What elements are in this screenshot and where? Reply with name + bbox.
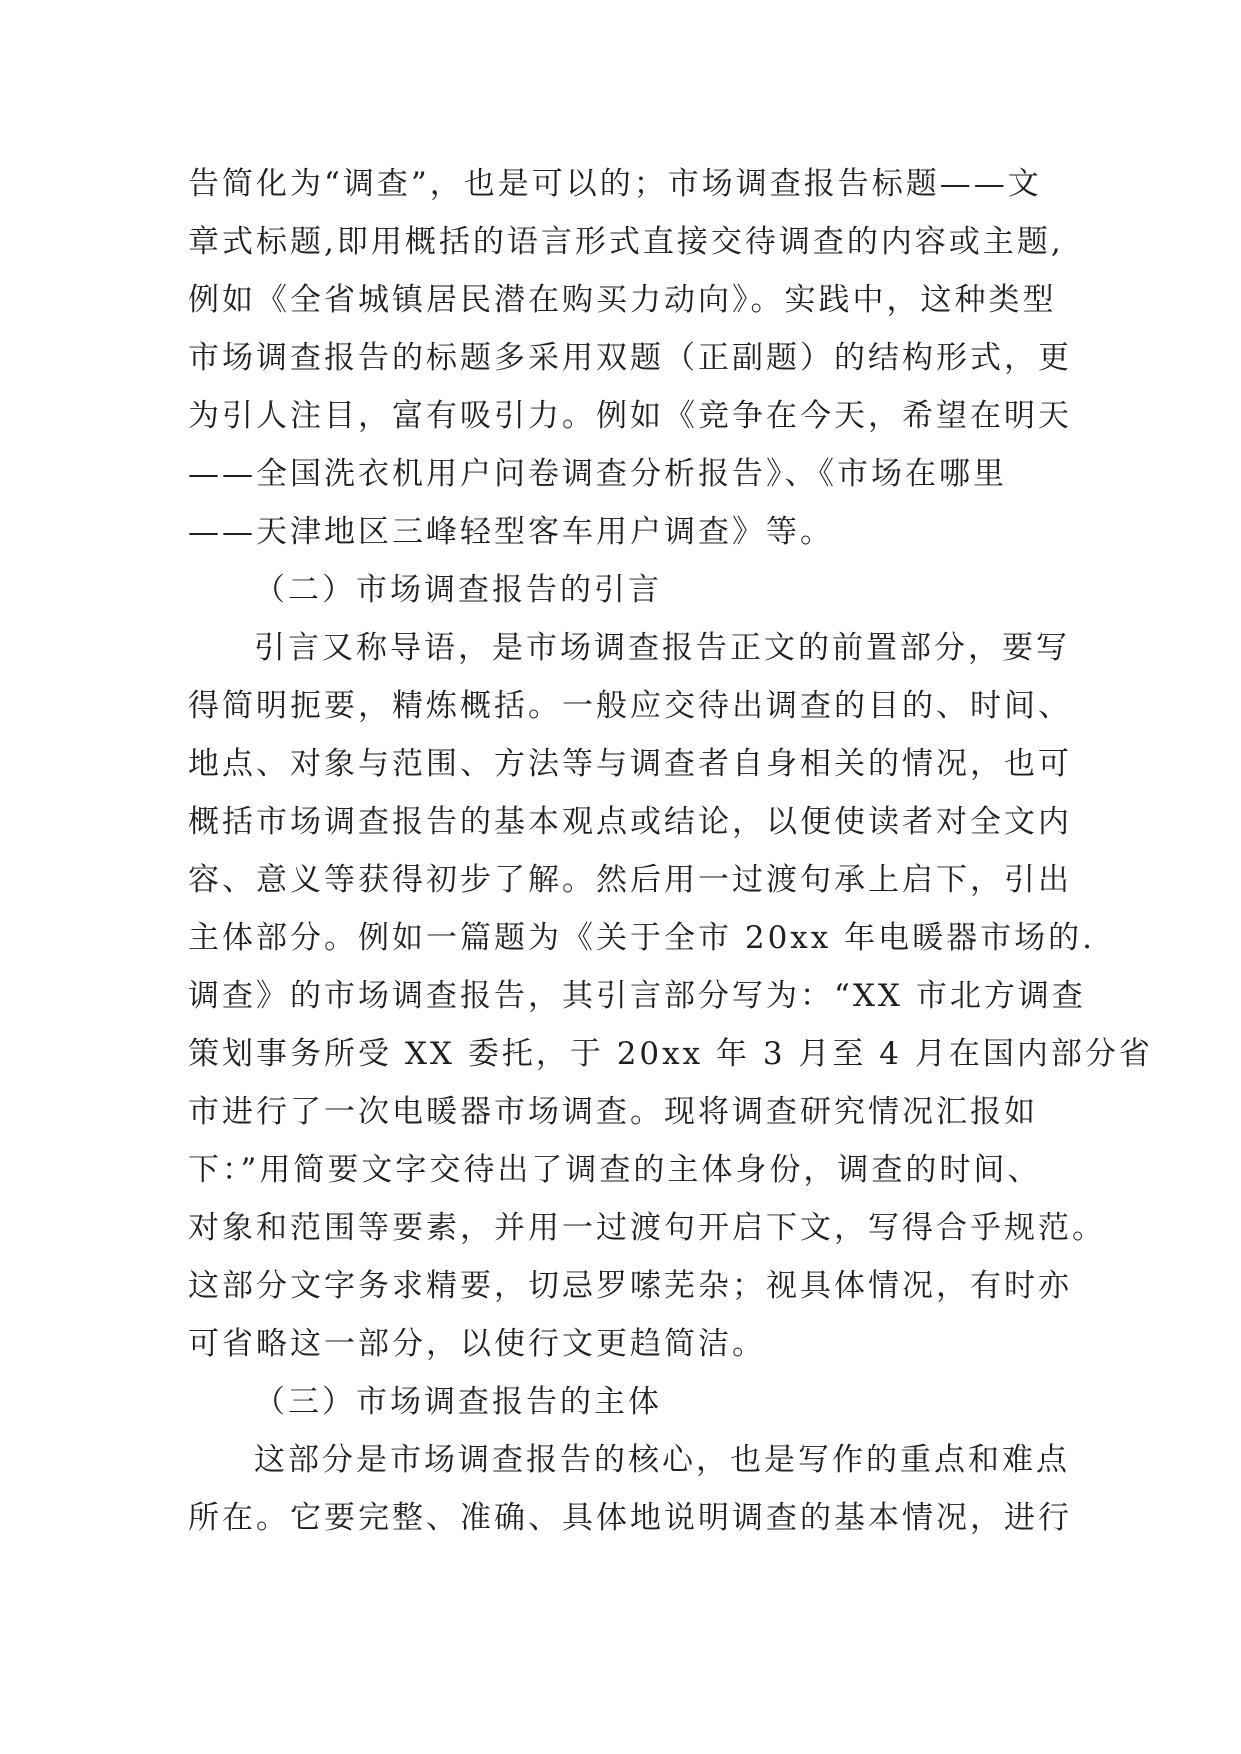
text-line: 所在。它要完整、准确、具体地说明调查的基本情况，进行 [188, 1500, 1072, 1536]
text-line: 得简明扼要，精炼概括。一般应交待出调查的目的、时间、 [188, 688, 1072, 724]
text-line: 主体部分。例如一篇题为《关于全市 20xx 年电暖器市场的. [188, 920, 1095, 956]
text-line: 容、意义等获得初步了解。然后用一过渡句承上启下，引出 [188, 862, 1072, 898]
text-line: ——天津地区三峰轻型客车用户调查》等。 [188, 514, 834, 550]
text-line: 章式标题,即用概括的语言形式直接交待调查的内容或主题, [188, 224, 1064, 260]
text-line: 市场调查报告的标题多采用双题（正副题）的结构形式，更 [188, 340, 1072, 376]
text-line: 可省略这一部分，以使行文更趋简洁。 [188, 1326, 766, 1362]
text-line: 市进行了一次电暖器市场调查。现将调查研究情况汇报如 [188, 1094, 1038, 1130]
text-line: 概括市场调查报告的基本观点或结论，以便使读者对全文内 [188, 804, 1072, 840]
text-line: 调查》的市场调查报告，其引言部分写为：“XX 市北方调查 [188, 978, 1086, 1014]
text-line: 为引人注目，富有吸引力。例如《竞争在今天，希望在明天 [188, 398, 1072, 434]
section-heading: （二）市场调查报告的引言 [254, 572, 662, 608]
text-line: 这部分文字务求精要，切忌罗嗦芜杂；视具体情况，有时亦 [188, 1268, 1072, 1304]
text-line: 下：”用简要文字交待出了调查的主体身份，调查的时间、 [188, 1152, 1042, 1188]
text-line: 地点、对象与范围、方法等与调查者自身相关的情况，也可 [188, 746, 1072, 782]
text-line: 这部分是市场调查报告的核心，也是写作的重点和难点 [254, 1442, 1070, 1478]
text-line: ——全国洗衣机用户问卷调查分析报告》、《市场在哪里 [188, 456, 1007, 492]
text-line: 策划事务所受 XX 委托，于 20xx 年 3 月至 4 月在国内部分省 [188, 1036, 1153, 1072]
section-heading: （三）市场调查报告的主体 [254, 1384, 662, 1420]
text-line: 告简化为“调查”，也是可以的；市场调查报告标题——文 [188, 166, 1042, 202]
text-line: 引言又称导语，是市场调查报告正文的前置部分，要写 [254, 630, 1070, 666]
text-line: 对象和范围等要素，并用一过渡句开启下文，写得合乎规范。 [188, 1210, 1106, 1246]
body-text [188, 155, 1153, 1547]
text-line: 例如《全省城镇居民潜在购买力动向》。实践中，这种类型 [188, 282, 1057, 318]
